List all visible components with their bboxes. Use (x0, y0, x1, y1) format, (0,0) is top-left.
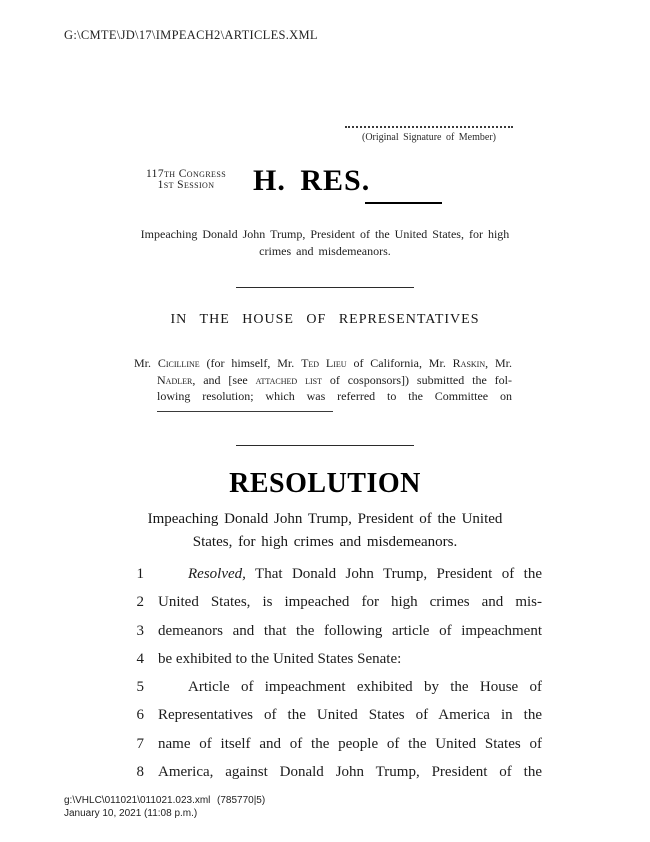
body-line (128, 730, 542, 758)
draft-footer (64, 795, 464, 820)
resolution-title (140, 508, 510, 554)
bill-number-blank-line (365, 202, 442, 204)
bill-number: H. RES. (253, 164, 371, 197)
congress-session-block (128, 169, 244, 190)
divider-rule-top (236, 287, 414, 288)
resolution-title-line-1: Impeaching Donald John Trump, President of the United (147, 511, 503, 527)
bill-title-line-1: Impeaching Donald John Trump, President of the United States, for high (140, 227, 510, 241)
line-text: Representatives of the United States of America in the (158, 707, 542, 724)
sponsor-line-2: Nadler, and [see attached list of cosponsors]) submitted the fol- (157, 372, 512, 387)
line-number: 5 (136, 679, 144, 696)
file-path-header: G:\CMTE\JD\17\IMPEACH2\ARTICLES.XML (64, 28, 318, 42)
signature-caption: (Original Signature of Member) (361, 132, 497, 143)
divider-rule-bottom (236, 445, 414, 446)
line-text: United States, is impeached for high crimes and mis- (158, 594, 542, 611)
congress-number: 117th Congress (145, 168, 227, 180)
line-text: name of itself and of the people of the United States of (158, 735, 542, 752)
line-number: 7 (136, 735, 144, 752)
bill-title-line-2: crimes and misdemeanors. (259, 244, 391, 258)
body-line (128, 645, 542, 673)
resolution-body (128, 560, 542, 786)
chamber-heading: IN THE HOUSE OF REPRESENTATIVES (170, 312, 480, 327)
resolution-heading: RESOLUTION (229, 468, 421, 499)
body-line (128, 617, 542, 645)
line-text: demeanors and that the following article of impeachment (158, 622, 542, 639)
line-number: 3 (136, 622, 144, 639)
line-number: 1 (136, 566, 144, 582)
body-line (128, 758, 542, 786)
resolution-title-line-2: States, for high crimes and misdemeanors. (192, 534, 458, 550)
line-text: be exhibited to the United States Senate: (158, 650, 402, 667)
body-line (128, 701, 542, 729)
body-line (128, 560, 542, 588)
body-line (128, 673, 542, 701)
footer-print-code: (785770|5) (217, 795, 266, 806)
line-number: 4 (136, 650, 144, 667)
footer-file-ref: g:\VHLC\011021\011021.023.xml (64, 795, 211, 806)
session-number: 1st Session (157, 178, 215, 191)
sponsor-line-1: Mr. Cicilline (for himself, Mr. Ted Lieu of California, Mr. Raskin, Mr. (134, 356, 512, 370)
line-text: Resolved, That Donald John Trump, President of the (188, 566, 542, 582)
line-number: 8 (136, 764, 144, 781)
signature-block (345, 126, 513, 143)
footer-line-1 (64, 795, 464, 808)
bill-title (140, 226, 510, 260)
sponsor-line-3: lowing resolution; which was referred to the Committee on (157, 389, 512, 403)
committee-blank-line (157, 402, 333, 412)
line-number: 2 (136, 594, 144, 611)
line-text: Article of impeachment exhibited by the House of (188, 679, 542, 696)
body-line (128, 588, 542, 616)
line-number: 6 (136, 707, 144, 724)
signature-dotted-line (345, 126, 513, 128)
footer-timestamp: January 10, 2021 (11:08 p.m.) (64, 807, 198, 819)
line-text: America, against Donald John Trump, President of the (158, 764, 542, 781)
sponsor-paragraph (134, 355, 512, 405)
